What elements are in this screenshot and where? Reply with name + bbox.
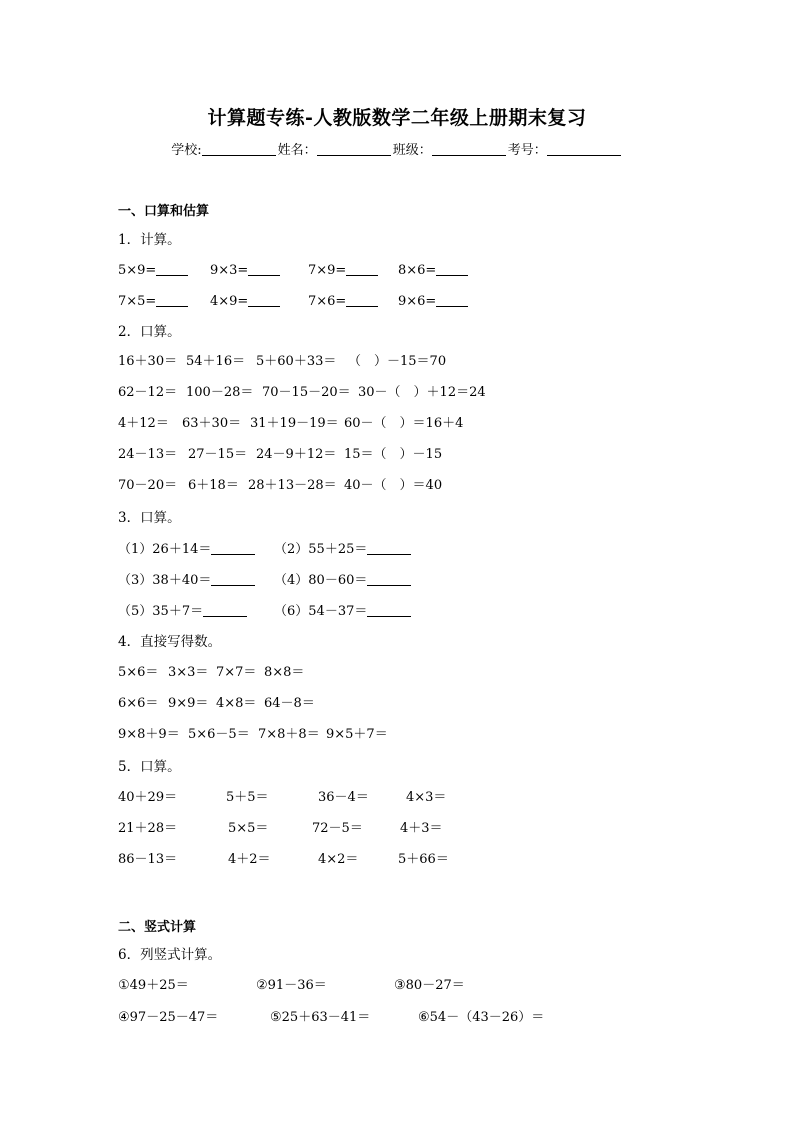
expression: 70－20＝	[118, 478, 178, 493]
student-info-line	[0, 139, 794, 158]
expression: 8×6=	[398, 263, 437, 278]
expression: 28＋13－28＝	[248, 478, 337, 493]
expression: ④97－25－47＝	[118, 1010, 219, 1025]
expression: 60－（ ）＝16＋4	[344, 416, 464, 431]
number-label: 考号：	[507, 143, 547, 158]
expression: 15＝（ ）－15	[344, 447, 443, 462]
expression: （4）80－60＝	[274, 573, 368, 588]
expression: 4×9=	[210, 294, 249, 309]
answer-blank[interactable]	[367, 541, 411, 555]
expression: 9×3=	[210, 263, 249, 278]
expression: 72－5＝	[312, 821, 363, 836]
q6-label: 6．列竖式计算。	[118, 947, 222, 963]
answer-blank[interactable]	[367, 572, 411, 586]
expression: 7×6=	[308, 294, 347, 309]
expression: ②91－36＝	[256, 978, 327, 993]
q1-label: 1．计算。	[118, 232, 181, 248]
section-2-heading: 二、竖式计算	[118, 920, 197, 935]
expression: 30－（ ）＋12＝24	[358, 385, 486, 400]
answer-blank[interactable]	[346, 293, 378, 307]
answer-blank[interactable]	[203, 603, 247, 617]
expression: （5）35＋7＝	[118, 604, 204, 619]
expression: 21＋28＝	[118, 821, 178, 836]
answer-blank[interactable]	[436, 293, 468, 307]
expression: 5＋66＝	[398, 852, 449, 867]
expression: 24－9＋12＝	[256, 447, 337, 462]
expression: 6＋18＝	[188, 478, 239, 493]
number-blank[interactable]	[547, 142, 621, 156]
expression: 24－13＝	[118, 447, 178, 462]
expression: ①49＋25＝	[118, 978, 189, 993]
expression: （2）55＋25＝	[274, 542, 368, 557]
expression: 5＋60＋33＝	[256, 354, 337, 369]
expression: 8×8＝	[264, 665, 305, 680]
expression: （1）26＋14＝	[118, 542, 212, 557]
expression: 7×9=	[308, 263, 347, 278]
expression: 7×8＋8＝	[258, 727, 320, 742]
section-1-heading: 一、口算和估算	[118, 204, 210, 219]
answer-blank[interactable]	[248, 293, 280, 307]
answer-blank[interactable]	[248, 262, 280, 276]
expression: ⑤25＋63－41＝	[270, 1010, 371, 1025]
answer-blank[interactable]	[156, 293, 188, 307]
expression: 7×7＝	[216, 665, 257, 680]
name-label: 姓名：	[277, 143, 317, 158]
expression: 62－12＝	[118, 385, 178, 400]
expression: 40＋29＝	[118, 790, 178, 805]
expression: 6×6＝	[118, 696, 159, 711]
school-label: 学校:	[171, 143, 202, 158]
expression: 70－15－20＝	[262, 385, 351, 400]
q3-label: 3．口算。	[118, 510, 181, 526]
q5-label: 5．口算。	[118, 759, 181, 775]
q2-label: 2．口算。	[118, 324, 181, 340]
expression: 27－15＝	[188, 447, 248, 462]
answer-blank[interactable]	[436, 262, 468, 276]
expression: 16＋30＝	[118, 354, 178, 369]
answer-blank[interactable]	[156, 262, 188, 276]
answer-blank[interactable]	[211, 572, 255, 586]
expression: 4×3＝	[406, 790, 447, 805]
expression: 100－28＝	[186, 385, 254, 400]
expression: 9×8＋9＝	[118, 727, 180, 742]
expression: 4＋3＝	[400, 821, 443, 836]
expression: ③80－27＝	[394, 978, 465, 993]
class-label: 班级：	[392, 143, 432, 158]
expression: 9×9＝	[168, 696, 209, 711]
expression: 5×5＝	[228, 821, 269, 836]
expression: 7×5=	[118, 294, 157, 309]
expression: 5×6－5＝	[188, 727, 250, 742]
expression: 9×5＋7＝	[326, 727, 388, 742]
expression: 36－4＝	[318, 790, 369, 805]
expression: 4×2＝	[318, 852, 359, 867]
expression: 4＋2＝	[228, 852, 271, 867]
expression: ⑥54－（43－26）＝	[418, 1010, 545, 1025]
expression: （3）38＋40＝	[118, 573, 212, 588]
expression: 63＋30＝	[182, 416, 242, 431]
expression: 64－8＝	[264, 696, 315, 711]
class-blank[interactable]	[432, 142, 506, 156]
expression: 31＋19－19＝	[250, 416, 339, 431]
answer-blank[interactable]	[367, 603, 411, 617]
expression: 3×3＝	[168, 665, 209, 680]
answer-blank[interactable]	[211, 541, 255, 555]
answer-blank[interactable]	[346, 262, 378, 276]
school-blank[interactable]	[202, 142, 276, 156]
q4-label: 4．直接写得数。	[118, 634, 222, 650]
expression: 9×6=	[398, 294, 437, 309]
expression: 4×8＝	[216, 696, 257, 711]
expression: （ ）－15＝70	[348, 354, 447, 369]
name-blank[interactable]	[317, 142, 391, 156]
expression: 86－13＝	[118, 852, 178, 867]
expression: 40－（ ）＝40	[344, 478, 443, 493]
expression: 5×6＝	[118, 665, 159, 680]
page-title: 计算题专练-人教版数学二年级上册期末复习	[207, 107, 587, 129]
expression: 4＋12＝	[118, 416, 169, 431]
expression: （6）54－37＝	[274, 604, 368, 619]
expression: 54＋16＝	[186, 354, 246, 369]
expression: 5×9=	[118, 263, 157, 278]
expression: 5＋5＝	[226, 790, 269, 805]
